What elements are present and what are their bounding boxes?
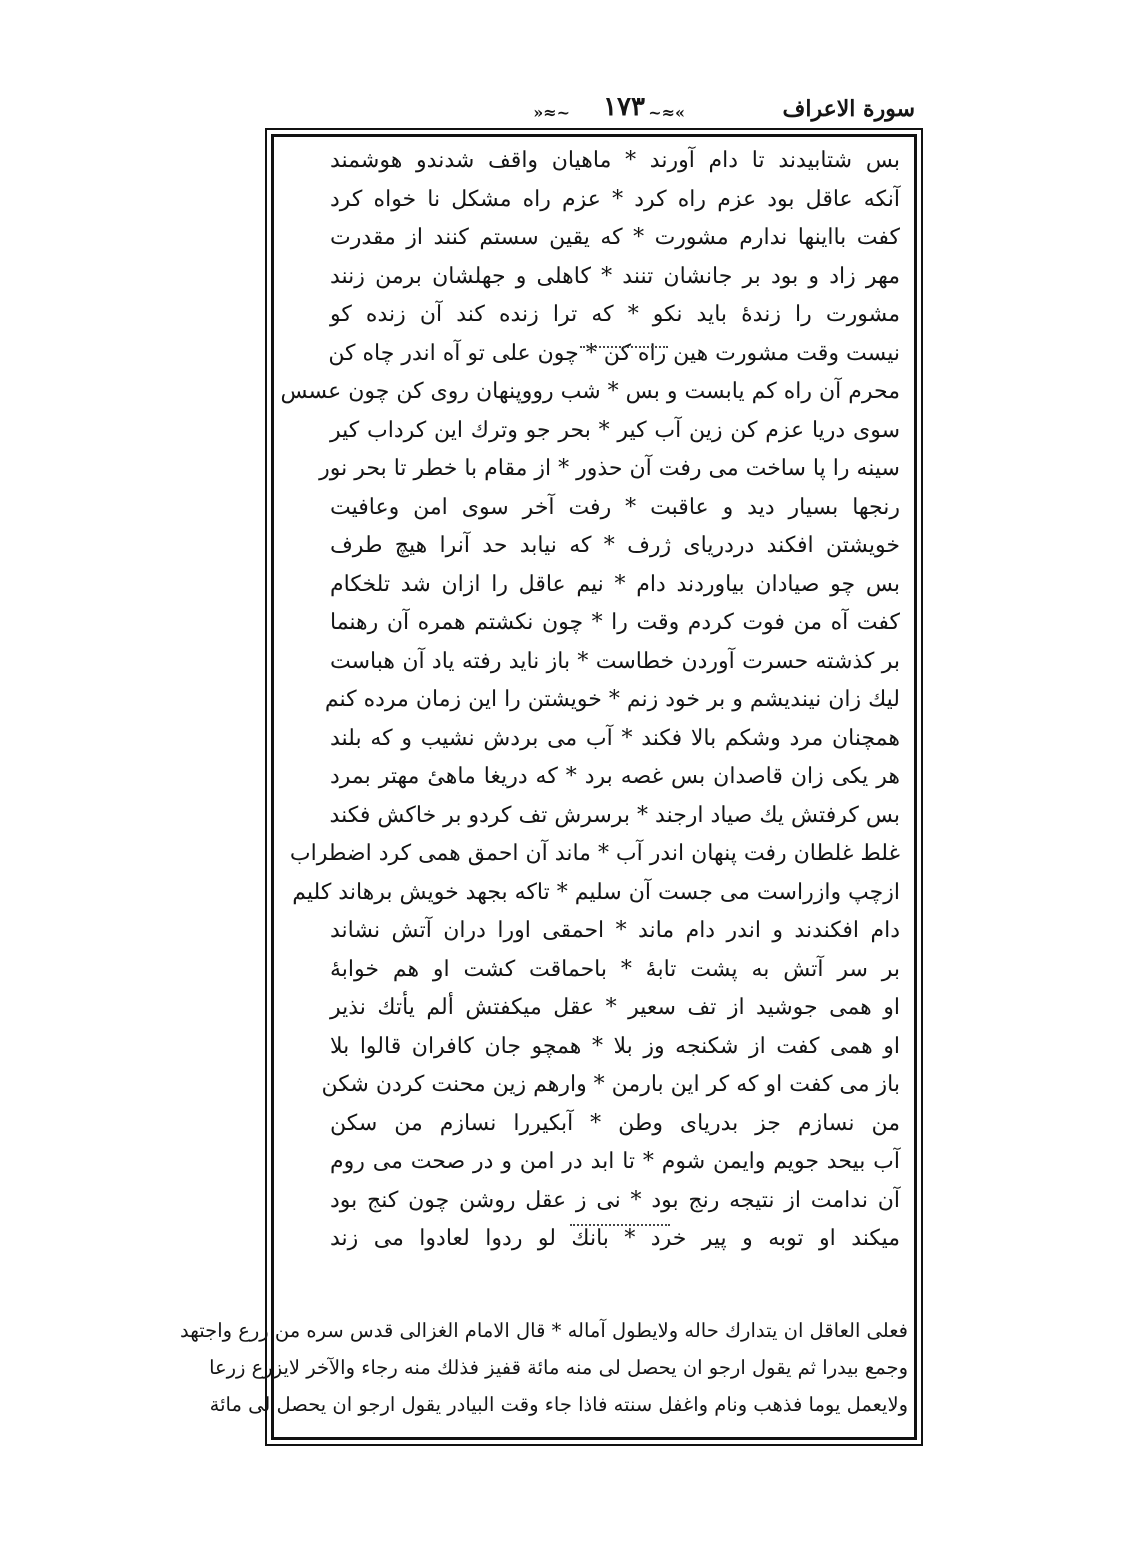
commentary-line: وجمع بيدرا ثم يقول ارجو ان يحصل لی منه مائة قفيز فذلك منه رجاء والآخر لايزرع زرعا <box>209 1356 908 1379</box>
dotted-separator <box>580 346 668 348</box>
verse-line: سوی دريا عزم كن زين آب كير * بحر جو وترك اين كرداب كير <box>330 417 900 443</box>
verse-line: هر يكی زان قاصدان بس غصه برد * كه دريغا ماهیٔ مهتر بمرد <box>330 764 900 789</box>
verse-line: غلط غلطان رفت پنهان اندر آب * ماند آن احمق همی كرد اضطراب <box>289 841 900 866</box>
verse-line: بر سر آتش به پشت تابهٔ * باحماقت كشت او هم خوابهٔ <box>330 956 900 982</box>
verse-line: محرم آن راه كم يابست و بس * شب رووپنهان روی كن چون عسس <box>280 379 900 404</box>
verse-line: آن ندامت از نتيجه رنج بود * نی ز عقل روشن چون كنج بود <box>330 1187 900 1213</box>
verse-line: خويشتن افكند دردريای ژرف * كه نيابد حد آنرا هيچ طرف <box>330 533 900 558</box>
verse-line: كفت بااينها ندارم مشورت * كه يقين سستم كنند از مقدرت <box>330 225 900 250</box>
verse-line: ليك زان نينديشم و بر خود زنم * خويشتن را اين زمان مرده كنم <box>324 687 900 712</box>
verse-line: مهر زاد و بود بر جانشان تنند * كاهلی و جهلشان برمن زنند <box>330 263 900 289</box>
verse-line: او همی جوشيد از تف سعير * عقل ميكفتش ألم يأتك نذير <box>330 995 900 1020</box>
verse-line: ازچپ وازراست می جست آن سليم * تاكه بجهد خويش برهاند كليم <box>292 879 900 905</box>
verse-line: آنكه عاقل بود عزم راه كرد * عزم راه مشكل نا خواه كرد <box>330 186 900 212</box>
verse-line: سينه را پا ساخت می رفت آن حذور * از مقام با خطر تا بحر نور <box>319 456 900 481</box>
ornament-left: ~≈« <box>533 103 570 122</box>
running-head: سورة الاعراف <box>782 96 915 122</box>
verse-block <box>280 142 900 1259</box>
verse-line: باز می كفت او كه كر اين بارمن * وارهم زين محنت كردن شكن <box>321 1072 900 1097</box>
verse-line: او همی كفت از شكنجه وز بلا * همچو جان كافران قالوا بلا <box>330 1033 900 1059</box>
verse-line: مشورت را زندهٔ بايد نكو * كه ترا زنده كند آن زنده كو <box>330 302 900 327</box>
verse-line: من نسازم جز بدريای وطن * آبكيررا نسازم من سكن <box>330 1110 900 1136</box>
verse-line: دام افكندند و اندر دام ماند * احمقی اورا دران آتش نشاند <box>330 918 900 943</box>
verse-line: بس چو صيادان بياوردند دام * نيم عاقل را ازان شد تلخكام <box>330 571 900 597</box>
verse-line: ميكند او توبه و پير خرد * بانك لو ردوا لعادوا می زند <box>330 1226 900 1251</box>
verse-line: بس كرفتش يك صياد ارجند * برسرش تف كردو بر خاكش فكند <box>329 802 900 828</box>
ornament-right: »≈~ <box>648 103 685 122</box>
commentary-block <box>180 1312 908 1423</box>
verse-line: رنجها بسيار ديد و عاقبت * رفت آخر سوی امن وعافيت <box>330 494 900 520</box>
verse-line: بر كذشته حسرت آوردن خطاست * باز نايد رفته ياد آن هباست <box>330 648 900 674</box>
page-number: ۱۷۳ <box>603 92 645 122</box>
commentary-line: ولايعمل يوما فذهب ونام واغفل سنته فاذا جاء وقت البيادر يقول ارجو ان يحصل لی مائة <box>209 1393 908 1416</box>
verse-line: نيست وقت مشورت هين راه كن * چون علی تو آه اندر چاه كن <box>328 340 900 366</box>
commentary-line: فعلی العاقل ان يتدارك حاله ولايطول آماله * قال الامام الغزالی قدس سره من زرع واجتهد <box>180 1319 908 1342</box>
verse-line: همچنان مرد وشكم بالا فكند * آب می بردش نشيب و كه بلند <box>330 725 900 751</box>
page-header <box>275 92 915 128</box>
verse-line: آب بيحد جويم وايمن شوم * تا ابد در امن و در صحت می روم <box>330 1149 900 1174</box>
verse-line: كفت آه من فوت كردم وقت را * چون نكشتم همره آن رهنما <box>330 610 900 635</box>
verse-line: بس شتابيدند تا دام آورند * ماهيان واقف شدندو هوشمند <box>330 148 900 173</box>
dotted-separator <box>570 1224 670 1226</box>
